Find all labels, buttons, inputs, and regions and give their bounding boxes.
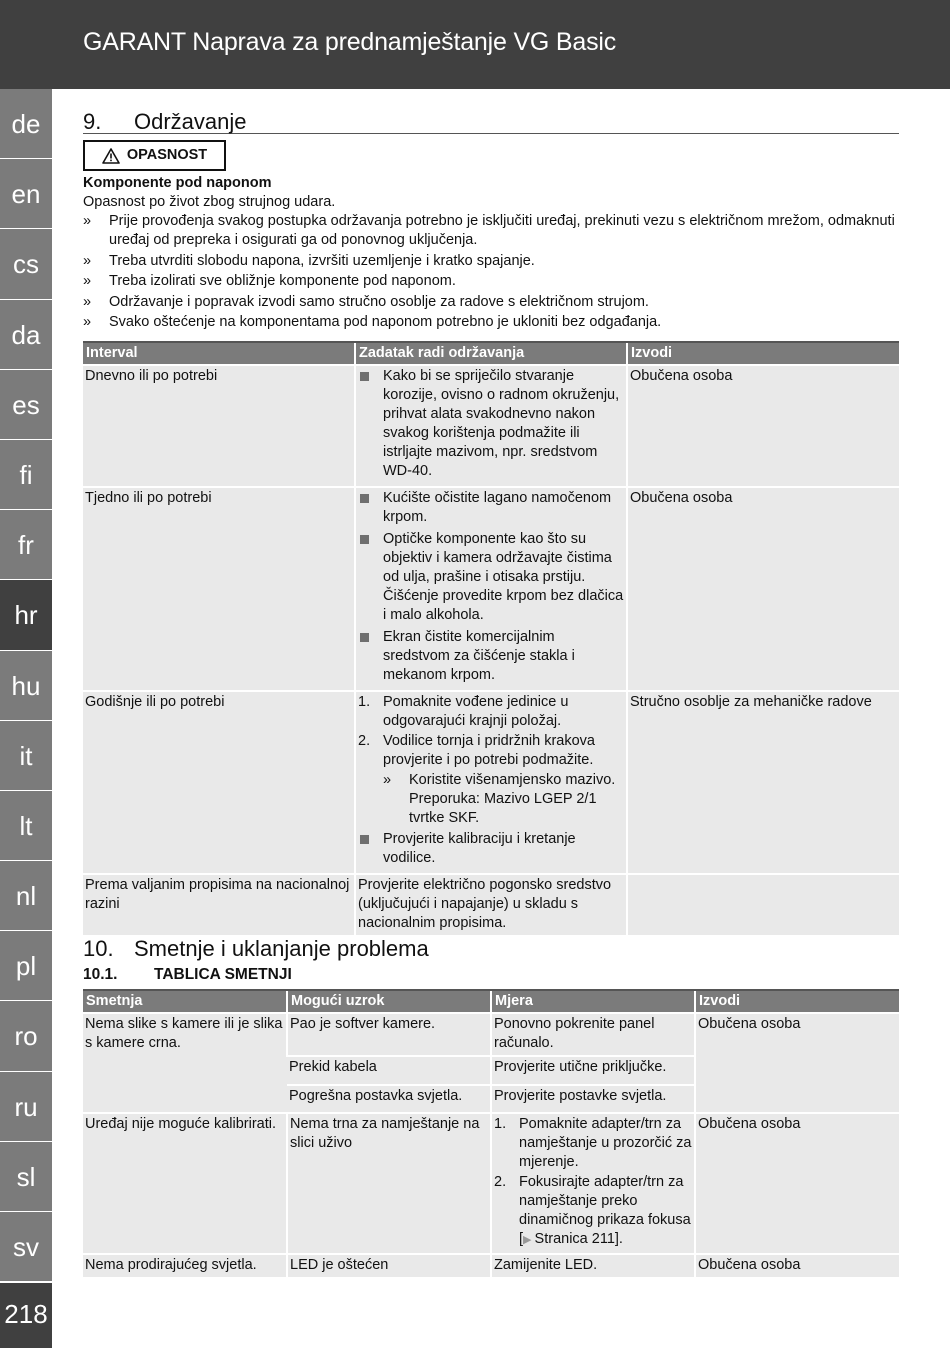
table-row (83, 1013, 899, 1056)
section-10-heading (83, 936, 899, 961)
performer-cell: Obučena osoba (695, 1013, 899, 1113)
table-row (83, 691, 899, 874)
fix-cell: Ponovno pokrenite panel računalo. (491, 1013, 695, 1056)
language-tab-es[interactable]: es (0, 370, 52, 440)
table-header-row (83, 990, 899, 1013)
performer-cell (627, 874, 899, 935)
language-tab-sv[interactable]: sv (0, 1212, 52, 1282)
fix-cell (491, 1113, 695, 1254)
language-tab-ro[interactable]: ro (0, 1001, 52, 1071)
fault-cell: Nema slike s kamere ili je slika s kamere crna. (83, 1013, 287, 1113)
task-item: Provjerite kalibraciju i kretanje vodilice. (358, 830, 624, 868)
maintenance-table (83, 341, 899, 935)
task-cell: Provjerite električno pogonsko sredstvo (uključujući i napajanje) u skladu s nacionalnim propisima. (355, 874, 627, 935)
language-sidebar (0, 89, 52, 1282)
fault-cell: Uređaj nije moguće kalibrirati. (83, 1113, 287, 1254)
task-item: Ekran čistite komercijalnim sredstvom za čišćenje stakla i mekanom krpom. (358, 628, 624, 685)
step-item: 2. Fokusirajte adapter/trn za namještanje preko dinamičnog prikaza fokusa [▶ Stranica 211]. (494, 1174, 691, 1247)
table-row (83, 1113, 899, 1254)
warning-text: Opasnost po život zbog strujnog udara. (83, 194, 336, 210)
language-tab-it[interactable]: it (0, 721, 52, 791)
performer-cell: Obučena osoba (627, 365, 899, 487)
language-tab-da[interactable]: da (0, 300, 52, 370)
table-row (83, 365, 899, 487)
section-number: 9. (83, 109, 102, 134)
table-row (83, 874, 899, 935)
main-content (83, 109, 899, 1277)
column-header: Mogući uzrok (287, 990, 491, 1013)
reference-arrow-icon: ▶ (523, 1234, 535, 1246)
language-tab-de[interactable]: de (0, 89, 52, 159)
warning-triangle-icon (102, 148, 120, 164)
fix-cell: Zamijenite LED. (491, 1254, 695, 1277)
warning-title: Komponente pod naponom (83, 175, 272, 191)
language-tab-pl[interactable]: pl (0, 931, 52, 1001)
cause-cell: Pogrešna postavka svjetla. (287, 1085, 491, 1113)
danger-text: OPASNOST (126, 147, 208, 163)
column-header: Zadatak radi održavanja (355, 342, 627, 365)
task-cell (355, 487, 627, 691)
interval-cell: Godišnje ili po potrebi (83, 691, 355, 874)
language-tab-fi[interactable]: fi (0, 440, 52, 510)
page-header (0, 0, 950, 89)
sub-bullet: » Koristite višenamjensko mazivo. Preporuka: Mazivo LGEP 2/1 tvrtke SKF. (383, 771, 624, 828)
step-item: 1. Pomaknite adapter/trn za namještanje u prozorčić za mjerenje. (494, 1116, 692, 1170)
section-number: 10. (83, 936, 114, 961)
language-tab-ru[interactable]: ru (0, 1072, 52, 1142)
language-tab-fr[interactable]: fr (0, 510, 52, 580)
task-cell (355, 365, 627, 487)
list-item: » Održavanje i popravak izvodi samo stručno osoblje za radove s električnom strujom. (83, 293, 899, 312)
column-header: Izvodi (627, 342, 899, 365)
performer-cell: Obučena osoba (695, 1254, 899, 1277)
task-cell (355, 691, 627, 874)
cause-cell: Nema trna za namještanje na slici uživo (287, 1113, 491, 1254)
subsection-number: 10.1. (83, 966, 118, 983)
fault-cell: Nema prodirajućeg svjetla. (83, 1254, 287, 1277)
language-tab-nl[interactable]: nl (0, 861, 52, 931)
performer-cell: Obučena osoba (695, 1113, 899, 1254)
table-row (83, 1254, 899, 1277)
cause-cell: LED je oštećen (287, 1254, 491, 1277)
language-tab-en[interactable]: en (0, 159, 52, 229)
danger-label (83, 140, 226, 171)
step-item: 1. Pomaknite vođene jedinice u odgovarajući krajnji položaj. (358, 694, 569, 729)
column-header: Mjera (491, 990, 695, 1013)
cause-cell: Prekid kabela (287, 1056, 491, 1085)
page-reference-link[interactable]: Stranica 211 (534, 1231, 615, 1247)
interval-cell: Tjedno ili po potrebi (83, 487, 355, 691)
fix-cell: Provjerite postavke svjetla. (491, 1085, 695, 1113)
section-title: Smetnje i uklanjanje problema (134, 936, 429, 961)
column-header: Izvodi (695, 990, 899, 1013)
language-tab-hu[interactable]: hu (0, 651, 52, 721)
task-item: Kućište očistite lagano namočenom krpom. (358, 489, 624, 527)
column-header: Interval (83, 342, 355, 365)
subsection-title: TABLICA SMETNJI (154, 966, 292, 983)
cause-cell: Pao je softver kamere. (287, 1013, 491, 1056)
list-item: » Treba izolirati sve obližnje komponente pod naponom. (83, 272, 899, 291)
language-tab-cs[interactable]: cs (0, 229, 52, 299)
task-item: Optičke komponente kao što su objektiv i kamera održavajte čistima od ulja, prašine i otisaka prstiju. Čišćenje provedite krpom bez dlačica i malo alkohola. (358, 530, 624, 625)
table-row (83, 487, 899, 691)
interval-cell: Dnevno ili po potrebi (83, 365, 355, 487)
language-tab-lt[interactable]: lt (0, 791, 52, 861)
step-item: 2. Vodilice tornja i pridržnih krakova provjerite i po potrebi podmažite. » Koristite višenamjensko mazivo. Preporuka: Mazivo LGEP 2/1 tvrtke SKF. (358, 732, 624, 828)
section-title: Održavanje (134, 109, 247, 134)
section-9-heading (83, 109, 899, 134)
language-tab-sl[interactable]: sl (0, 1142, 52, 1212)
list-item: » Treba utvrditi slobodu napona, izvršiti uzemljenje i kratko spajanje. (83, 252, 899, 271)
subsection-heading (83, 965, 899, 984)
performer-cell: Obučena osoba (627, 487, 899, 691)
language-tab-hr[interactable]: hr (0, 580, 52, 650)
fix-cell: Provjerite utične priključke. (491, 1056, 695, 1085)
column-header: Smetnja (83, 990, 287, 1013)
document-title: GARANT Naprava za prednamještanje VG Basic (83, 28, 617, 56)
interval-cell: Prema valjanim propisima na nacionalnoj razini (83, 874, 355, 935)
list-item: » Svako oštećenje na komponentama pod naponom potrebno je ukloniti bez odgađanja. (83, 313, 899, 332)
performer-cell: Stručno osoblje za mehaničke radove (627, 691, 899, 874)
list-item: » Prije provođenja svakog postupka održavanja potrebno je isključiti uređaj, prekinuti vezu s električnom mrežom, odmaknuti uređaj od prepreka i osigurati ga od ponovnog uključenja. (83, 212, 899, 250)
table-header-row (83, 342, 899, 365)
task-item: Kako bi se spriječilo stvaranje korozije, ovisno o radnom okruženju, prihvat alata svakodnevno nakon svakog korištenja podmažite ili istrljajte mazivom, npr. sredstvom WD-40. (358, 367, 624, 481)
page-number: 218 (0, 1283, 52, 1348)
fault-table (83, 989, 899, 1277)
warning-bullets (83, 212, 899, 332)
